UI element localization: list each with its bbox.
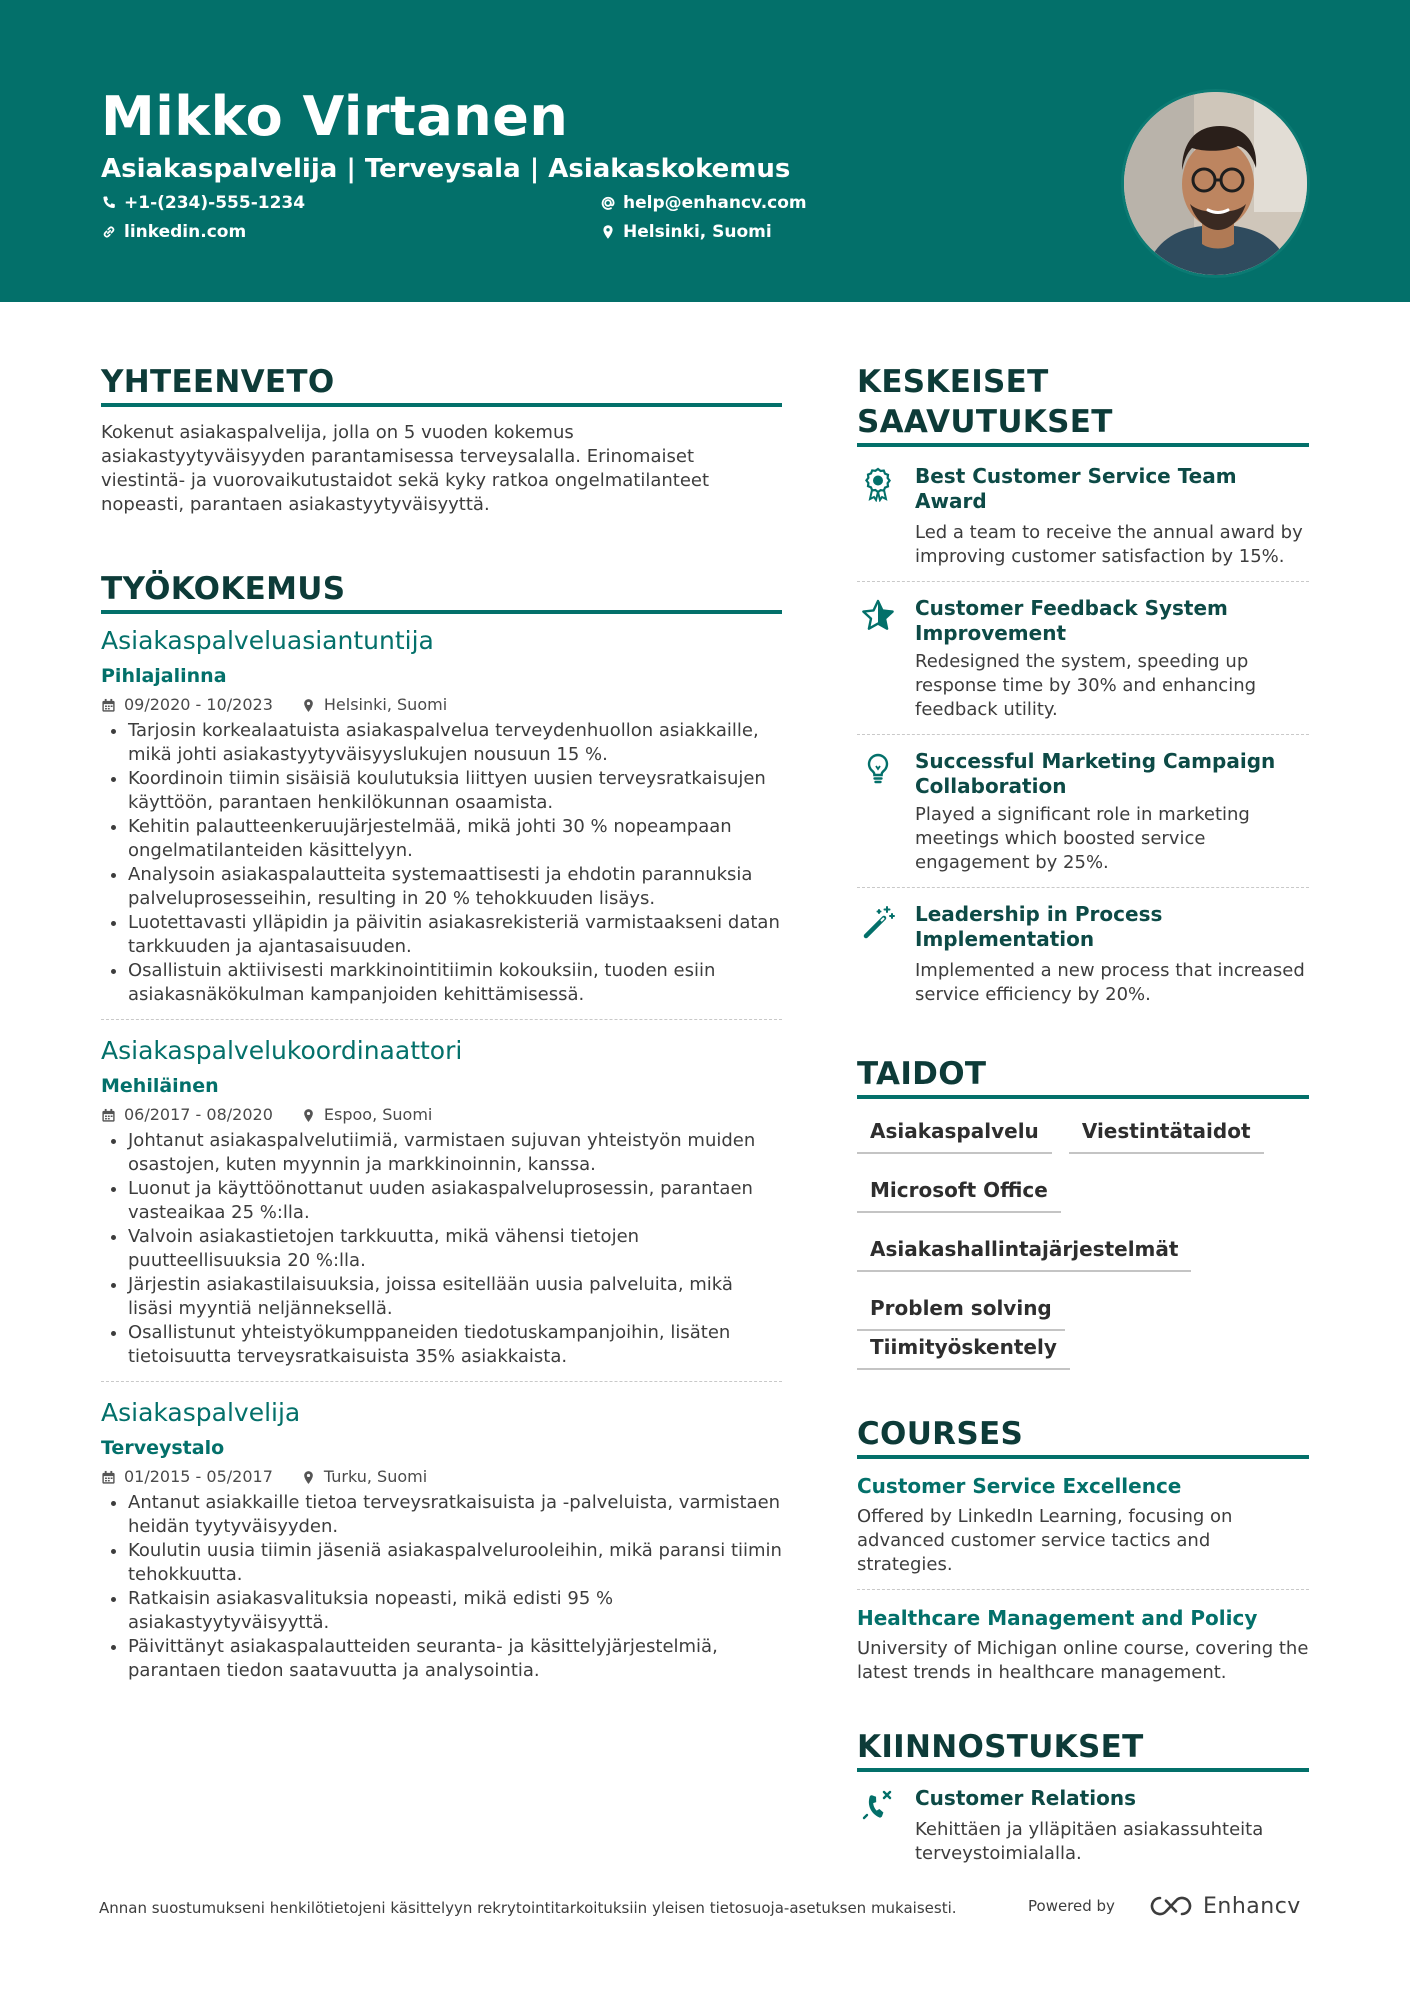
course-title: Healthcare Management and Policy [857,1606,1258,1630]
email-text: help@enhancv.com [623,193,807,213]
map-pin-icon [301,1470,316,1485]
skill-tag: Asiakaspalvelu [857,1115,1052,1154]
phone-icon [101,195,117,211]
divider [857,1589,1309,1590]
job-dates: 06/2017 - 08/2020 [124,1105,273,1124]
interests-heading: KIINNOSTUKSET [857,1727,1309,1772]
avatar-illustration [1124,92,1310,278]
map-pin-icon [301,698,316,713]
skills-section [857,1054,1309,1370]
resume-header [0,0,1410,302]
job-title: Asiakaspalvelija [101,1398,301,1427]
bullet-item: Kehitin palautteenkeruujärjestelmää, mikä johti 30 % nopeampaan ongelmatilanteiden käsittelyyn. [101,815,782,863]
courses-section [857,1414,1309,1685]
course-desc: Offered by LinkedIn Learning, focusing on advanced customer service tactics and strategies. [857,1506,1233,1575]
calendar-icon [101,1470,116,1485]
map-pin-icon [301,1108,316,1123]
achievement-item [857,902,1309,1007]
candidate-name: Mikko Virtanen [101,85,569,148]
bullet-item: Luonut ja käyttöönottanut uuden asiakaspalveluprosessin, parantaen vasteaikaa 25 %:lla. [101,1177,782,1225]
contact-phone[interactable] [101,191,305,215]
skill-tag: Tiimityöskentely [857,1331,1070,1370]
company-name: Terveystalo [101,1437,225,1459]
phone-handshake-icon [860,1788,896,1824]
job-bullets [101,1491,782,1683]
star-icon [860,598,896,634]
skills-heading: TAIDOT [857,1054,1309,1099]
job-title: Asiakaspalvelukoordinaattori [101,1036,463,1065]
interests-section [857,1727,1309,1866]
bullet-item: Koordinoin tiimin sisäisiä koulutuksia liittyen uusien terveysratkaisujen käyttöön, parantaen henkilökunnan osaamista. [101,767,782,815]
job-meta [101,693,782,717]
location-text: Helsinki, Suomi [623,222,772,242]
calendar-icon [101,1108,116,1123]
experience-heading: TYÖKOKEMUS [101,569,782,614]
divider [857,887,1309,888]
bullet-item: Osallistunut yhteistyökumppaneiden tiedotuskampanjoihin, lisäten tietoisuutta terveysratkaisuista 35% asiakkaista. [101,1321,782,1369]
bullet-item: Päivittänyt asiakaspalautteiden seuranta- ja käsittelyjärjestelmiä, parantaen tiedon saatavuutta ja analysointia. [101,1635,782,1683]
brand-name: Enhancv [1203,1893,1301,1919]
achievements-heading: KESKEISET SAAVUTUKSET [857,362,1309,447]
skill-tag: Viestintätaidot [1069,1115,1264,1154]
achievement-title: Leadership in Process Implementation [915,902,1163,951]
interest-desc: Kehittäen ja ylläpitäen asiakassuhteita terveystoimialalla. [915,1819,1264,1864]
map-pin-icon [600,224,616,240]
candidate-headline: Asiakaspalvelija | Terveysala | Asiakaskokemus [101,154,791,184]
bullet-item: Valvoin asiakastietojen tarkkuutta, mikä vähensi tietojen puutteellisuuksia 20 %:lla. [101,1225,782,1273]
job-dates: 09/2020 - 10/2023 [124,695,273,714]
job-entry [101,1396,782,1683]
job-title: Asiakaspalveluasiantuntija [101,626,434,655]
right-column [857,362,1309,1866]
achievement-item [857,464,1309,569]
divider [101,1381,782,1382]
lightbulb-icon [860,751,896,787]
job-location-text: Turku, Suomi [323,1467,428,1486]
divider [857,734,1309,735]
powered-by-text: Powered by [1028,1897,1115,1915]
calendar-icon [101,698,116,713]
magic-wand-icon [860,904,896,940]
achievement-title: Best Customer Service Team Award [915,464,1237,513]
achievement-desc: Led a team to receive the annual award by improving customer satisfaction by 15%. [915,522,1303,567]
job-dates: 01/2015 - 05/2017 [124,1467,273,1486]
contact-email[interactable] [600,191,807,215]
consent-text: Annan suostumukseni henkilötietojeni käsittelyyn rekrytointitarkoituksiin yleisen tietosuoja-asetuksen mukaisesti. [99,1899,957,1917]
contact-linkedin[interactable] [101,220,246,244]
experience-section [101,569,782,1683]
job-location [301,1103,432,1127]
company-name: Pihlajalinna [101,665,227,687]
summary-section [101,362,782,517]
skills-list [857,1115,1309,1370]
contact-location [600,220,772,244]
skill-tag: Problem solving [857,1292,1065,1331]
job-location [301,1465,427,1489]
courses-heading: COURSES [857,1414,1309,1459]
achievement-desc: Played a significant role in marketing meetings which boosted service engagement by 25%. [915,804,1250,873]
bullet-item: Ratkaisin asiakasvalituksia nopeasti, mikä edisti 95 % asiakastyytyväisyyttä. [101,1587,782,1635]
achievement-desc: Redesigned the system, speeding up response time by 30% and enhancing feedback utility. [915,651,1257,720]
enhancv-logo-icon [1147,1893,1195,1919]
job-location [301,693,447,717]
achievement-desc: Implemented a new process that increased service efficiency by 20%. [915,960,1305,1005]
summary-text: Kokenut asiakaspalvelija, jolla on 5 vuoden kokemus asiakastyytyväisyyden parantamisessa terveysalalla. Erinomaiset viestintä- ja vuorovaikutustaidot sekä kyky ratkoa ongelmatilanteet nopeasti, parantaen asiakastyytyväisyyttä. [101,422,710,515]
interest-item [857,1786,1309,1866]
bullet-item: Analysoin asiakaspalautteita systemaattisesti ja ehdotin parannuksia palveluprosesseihin, resulting in 20 % tehokkuuden lisäys. [101,863,782,911]
job-meta [101,1103,782,1127]
bullet-item: Järjestin asiakastilaisuuksia, joissa esitellään uusia palveluita, mikä lisäsi myyntiä neljänneksellä. [101,1273,782,1321]
interest-title: Customer Relations [915,1786,1136,1810]
job-location-text: Helsinki, Suomi [323,695,448,714]
bullet-item: Luotettavasti ylläpidin ja päivitin asiakasrekisteriä varmistaakseni datan tarkkuuden ja ajantasaisuuden. [101,911,782,959]
job-entry [101,1034,782,1369]
summary-heading: YHTEENVETO [101,362,782,407]
skill-tag: Asiakashallintajärjestelmät [857,1233,1191,1272]
achievements-section [857,362,1309,1007]
linkedin-text: linkedin.com [124,222,247,242]
link-icon [101,224,117,240]
achievement-item [857,749,1309,875]
achievement-title: Customer Feedback System Improvement [915,596,1228,645]
bullet-item: Koulutin uusia tiimin jäseniä asiakaspalvelurooleihin, mikä paransi tiimin tehokkuutta. [101,1539,782,1587]
bullet-item: Antanut asiakkaille tietoa terveysratkaisuista ja -palveluista, varmistaen heidän tyytyväisyyden. [101,1491,782,1539]
course-item [857,1604,1309,1685]
course-title: Customer Service Excellence [857,1474,1182,1498]
divider [101,1019,782,1020]
left-column [101,362,782,1683]
achievement-title: Successful Marketing Campaign Collaboration [915,749,1276,798]
job-meta [101,1465,782,1489]
course-desc: University of Michigan online course, covering the latest trends in healthcare management. [857,1638,1309,1683]
job-entry [101,624,782,1007]
job-bullets [101,1129,782,1369]
divider [857,581,1309,582]
profile-photo [1121,89,1310,278]
job-location-text: Espoo, Suomi [323,1105,433,1124]
phone-text: +1-(234)-555-1234 [124,193,306,213]
award-ribbon-icon [860,466,896,502]
at-sign-icon [600,195,616,211]
bullet-item: Tarjosin korkealaatuista asiakaspalvelua terveydenhuollon asiakkaille, mikä johti asiakastyytyväisyyslukujen nousuun 15 %. [101,719,782,767]
job-bullets [101,719,782,1007]
course-item [857,1472,1309,1577]
enhancv-brand[interactable] [1147,1893,1301,1919]
skill-tag: Microsoft Office [857,1174,1061,1213]
bullet-item: Osallistuin aktiivisesti markkinointitiimin kokouksiin, tuoden esiin asiakasnäkökulman kampanjoiden kehittämisessä. [101,959,782,1007]
company-name: Mehiläinen [101,1075,219,1097]
bullet-item: Johtanut asiakaspalvelutiimiä, varmistaen sujuvan yhteistyön muiden osastojen, kuten myynnin ja markkinoinnin, kanssa. [101,1129,782,1177]
achievement-item [857,596,1309,722]
